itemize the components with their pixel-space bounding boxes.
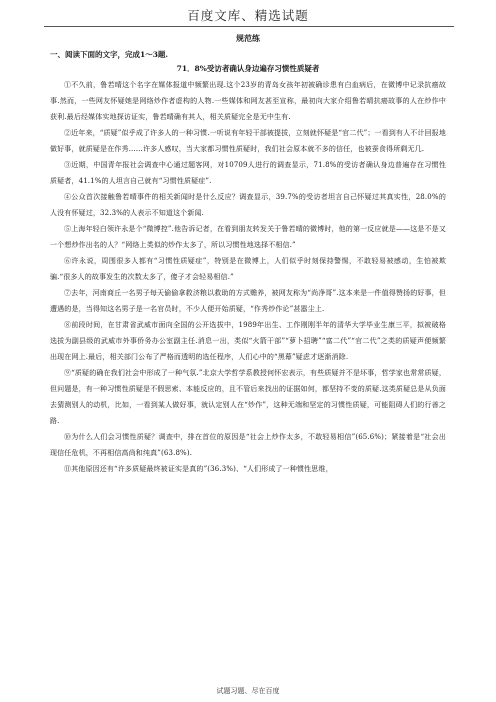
paragraph-3: ③近期，中国青年报社会调查中心通过题客网，对10709人进行的调查显示，71.8%的受访者确认身边普遍存在习惯性质疑者，41.1%的人坦言自己就有“习惯性质疑症”. (50, 161, 446, 185)
paragraph-4: ④公众首次接触鲁若晴事件的相关新闻时是什么反应？调查显示，39.7%的受访者坦言自己怀疑过其真实性，28.0%的人没有怀疑过，32.3%的人表示不知道这个新闻. (50, 193, 446, 217)
paragraph-7: ⑦去年，河南商丘一名男子每天偷偷拿救济粮以救助的方式赡养，被网友称为“尚净哥”.这本来是一件值得赞扬的好事，但遭遇的是，当得知这名男子是一名官员时，不少人便开始质疑，“作秀炒作论”甚嚣尘上. (50, 289, 446, 313)
paragraph-1: ①不久前，鲁若晴这个名字在媒体报道中频繁出现.这个23岁的青岛女孩年初被确诊患有白血病后，在微博中记录抗癌故事.然而，一些网友怀疑她是网络炒作者虚构的人物.一些媒体和网友甚至宣称，最初向大家介绍鲁若晴抗癌故事的人在炒作中获利.最后经媒体实地探访证实，鲁若晴确有其人，相关质疑完全是无中生有. (50, 81, 446, 121)
paragraph-10: ⑩为什么人们会习惯性质疑？调查中，排在首位的原因是“社会上炒作太多，不敢轻易相信”(65.6%)；紧接着是“社会出现信任危机，不再相信高尚和纯真”(63.8%). (50, 433, 446, 457)
paragraph-8: ⑧前段时间，在甘肃省武威市面向全国的公开选拔中，1989年出生、工作刚刚半年的清华大学毕业生康三平，拟被破格选拔为副县级的武威市外事侨务办公室副主任.消息一出，类似“火箭干部”“萝卜招聘”“富二代”“官二代”之类的质疑声便频繁出现在网上.最后，相关部门公布了严格而透明的选任程序，人们心中的“黑幕”疑虑才逐渐消除. (50, 321, 446, 361)
paragraph-5: ⑤上海年轻白领许永是个“微博控”.他告诉记者，在看到朋友转发关于鲁若晴的微博时，他的第一反应就是——这是不是又一个想炒作出名的人？“网络上类似的炒作太多了，所以习惯性地选择不相信.” (50, 225, 446, 249)
paragraph-2: ②近年来，“质疑”似乎成了许多人的一种习惯.一听说有年轻干部被提拔，立刻就怀疑是“官二代”；一看到有人不计回报地做好事，就质疑是在作秀……许多人感叹，当大家都习惯性质疑时，我们社会原本就不多的信任，也被蚕食得所剩无几. (50, 129, 446, 153)
page-header: 百度文库、精选试题 (187, 8, 309, 23)
section-title: 规范练 (236, 33, 260, 43)
document-body (50, 33, 446, 477)
article-title: 71．8%受访者确认身边遍存习惯性质疑者 (176, 64, 320, 73)
page-footer: 试题习题、尽在百度 (216, 687, 280, 695)
paragraph-11: ⑪其他原因还有“许多质疑最终被证实是真的”(36.3%)、“人们形成了一种惯性思维， (64, 465, 333, 473)
header-divider (44, 26, 454, 27)
paragraph-9: ⑨“质疑的确在我们社会中形成了一种气氛.”北京大学哲学系教授何怀宏表示，有些质疑并不是坏事，哲学家也常常质疑，但问题是，有一种习惯性质疑是不假思索、本能反应的，且不管后来找出的证据如何，都坚持不变的质疑.这类质疑总是从负面去猜测别人的动机，比如，一看到某人做好事，就认定别人在“炒作”，这种无端和坚定的习惯性质疑，可能阻碍人们的行善之路. (50, 369, 446, 425)
reading-instruction: 一、阅读下面的文字，完成1～3题. (50, 50, 169, 59)
paragraph-6: ⑥许永说，周围很多人都有“习惯性质疑症”，特别是在微博上，人们似乎时刻保持警惕，不敢轻易被感动，生怕被欺骗.“很多人的故事发生的次数太多了，傻子才会轻易相信.” (50, 257, 446, 281)
